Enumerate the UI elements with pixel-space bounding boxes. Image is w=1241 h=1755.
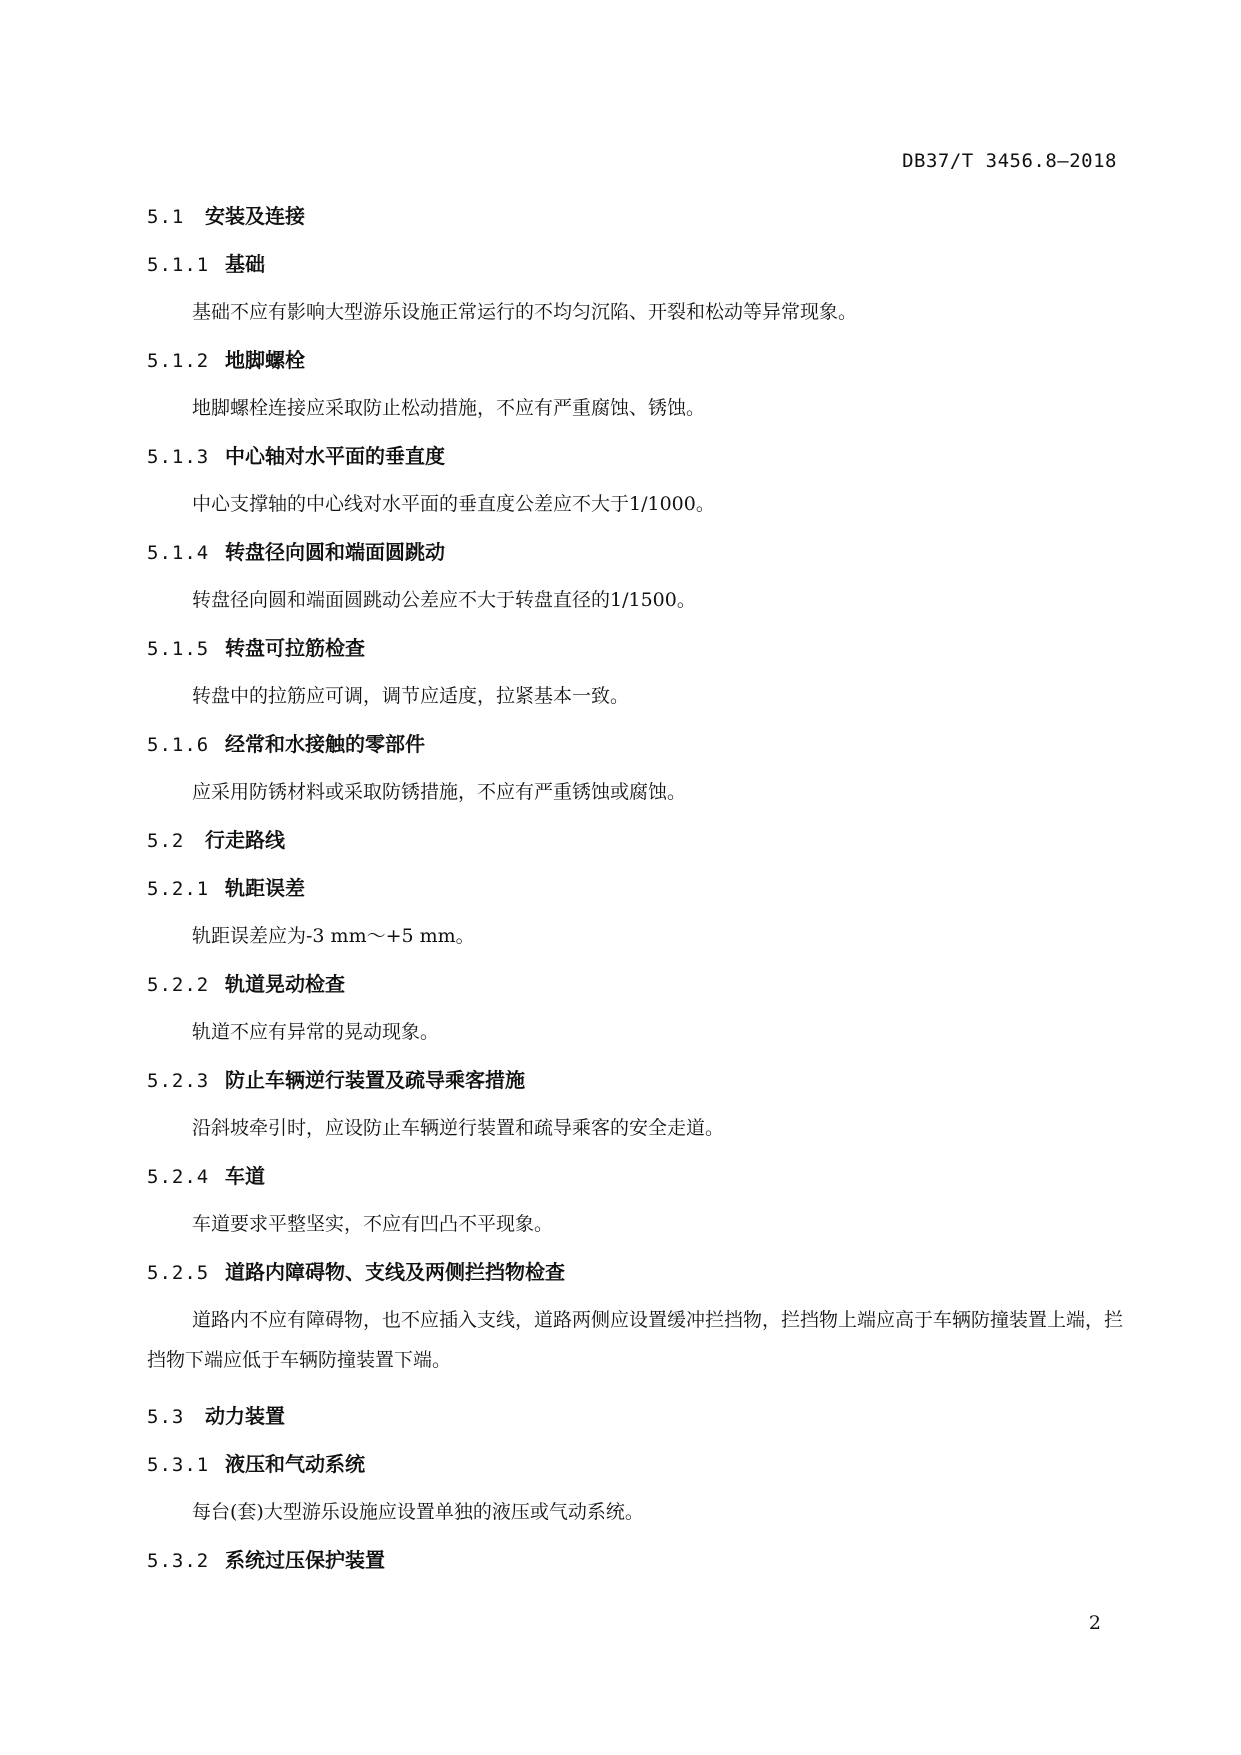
section-heading xyxy=(147,1444,1127,1492)
section-title: 安装及连接 xyxy=(205,204,305,228)
section-paragraph: 车道要求平整坚实，不应有凹凸不平现象。 xyxy=(192,1213,554,1235)
section-heading xyxy=(147,1540,1127,1588)
section-heading xyxy=(147,244,1127,292)
section-title: 基础 xyxy=(225,252,265,276)
section-5-1 xyxy=(147,196,1127,244)
section-5-2 xyxy=(147,820,1127,868)
section-5-3 xyxy=(147,1396,1127,1444)
section-number: 5.2.3 xyxy=(147,1070,210,1092)
section-heading xyxy=(147,1156,1127,1204)
section-5-3-1 xyxy=(147,1444,1127,1532)
section-5-3-2 xyxy=(147,1540,1127,1588)
section-number: 5.2.4 xyxy=(147,1166,210,1188)
section-paragraph: 转盘径向圆和端面圆跳动公差应不大于转盘直径的1/1500。 xyxy=(192,589,696,611)
section-title: 轨距误差 xyxy=(225,876,305,900)
section-title: 动力装置 xyxy=(205,1404,285,1428)
section-5-1-1 xyxy=(147,244,1127,332)
section-heading xyxy=(147,868,1127,916)
document-id-header: DB37/T 3456.8—2018 xyxy=(902,150,1117,172)
section-title: 地脚螺栓 xyxy=(225,348,305,372)
section-number: 5.2.1 xyxy=(147,878,210,900)
section-paragraph: 轨距误差应为-3 mm～+5 mm。 xyxy=(192,925,475,947)
section-paragraph: 中心支撑轴的中心线对水平面的垂直度公差应不大于1/1000。 xyxy=(192,493,715,515)
section-5-2-5 xyxy=(147,1252,1127,1380)
section-5-2-1 xyxy=(147,868,1127,956)
section-title: 行走路线 xyxy=(205,828,285,852)
section-5-1-6 xyxy=(147,724,1127,812)
section-heading xyxy=(147,436,1127,484)
page-number: 2 xyxy=(1088,1612,1101,1634)
section-title: 转盘可拉筋检查 xyxy=(225,636,365,660)
section-5-1-3 xyxy=(147,436,1127,524)
section-heading xyxy=(147,1252,1127,1300)
section-number: 5.1.5 xyxy=(147,638,210,660)
section-title: 经常和水接触的零部件 xyxy=(225,732,425,756)
section-5-1-4 xyxy=(147,532,1127,620)
section-paragraph: 道路内不应有障碍物，也不应插入支线，道路两侧应设置缓冲拦挡物，拦挡物上端应高于车辆防撞装置上端，拦挡物下端应低于车辆防撞装置下端。 xyxy=(147,1309,1124,1371)
section-number: 5.3.2 xyxy=(147,1550,210,1572)
section-number: 5.3 xyxy=(147,1406,185,1428)
section-number: 5.1.6 xyxy=(147,734,210,756)
section-5-2-2 xyxy=(147,964,1127,1052)
section-heading xyxy=(147,628,1127,676)
section-title: 系统过压保护装置 xyxy=(225,1548,385,1572)
section-paragraph: 地脚螺栓连接应采取防止松动措施，不应有严重腐蚀、锈蚀。 xyxy=(192,397,706,419)
section-number: 5.2.5 xyxy=(147,1262,210,1284)
section-number: 5.1.4 xyxy=(147,542,210,564)
section-number: 5.1 xyxy=(147,206,185,228)
section-title: 防止车辆逆行装置及疏导乘客措施 xyxy=(225,1068,525,1092)
section-title: 道路内障碍物、支线及两侧拦挡物检查 xyxy=(225,1260,565,1284)
section-number: 5.1.3 xyxy=(147,446,210,468)
section-paragraph: 轨道不应有异常的晃动现象。 xyxy=(192,1021,440,1043)
section-heading xyxy=(147,820,1127,868)
section-heading xyxy=(147,196,1127,244)
section-heading xyxy=(147,1396,1127,1444)
section-title: 轨道晃动检查 xyxy=(225,972,345,996)
document-body xyxy=(147,196,1127,1588)
section-title: 中心轴对水平面的垂直度 xyxy=(225,444,445,468)
section-heading xyxy=(147,1060,1127,1108)
section-number: 5.2.2 xyxy=(147,974,210,996)
section-5-1-2 xyxy=(147,340,1127,428)
section-paragraph: 沿斜坡牵引时，应设防止车辆逆行装置和疏导乘客的安全走道。 xyxy=(192,1117,725,1139)
section-number: 5.3.1 xyxy=(147,1454,210,1476)
section-paragraph: 每台(套)大型游乐设施应设置单独的液压或气动系统。 xyxy=(192,1501,644,1523)
section-number: 5.2 xyxy=(147,830,185,852)
section-5-2-4 xyxy=(147,1156,1127,1244)
section-heading xyxy=(147,340,1127,388)
section-title: 车道 xyxy=(225,1164,265,1188)
section-paragraph: 基础不应有影响大型游乐设施正常运行的不均匀沉陷、开裂和松动等异常现象。 xyxy=(192,301,858,323)
section-5-1-5 xyxy=(147,628,1127,716)
section-heading xyxy=(147,532,1127,580)
section-title: 液压和气动系统 xyxy=(225,1452,365,1476)
section-paragraph: 转盘中的拉筋应可调，调节应适度，拉紧基本一致。 xyxy=(192,685,630,707)
section-heading xyxy=(147,964,1127,1012)
section-paragraph: 应采用防锈材料或采取防锈措施，不应有严重锈蚀或腐蚀。 xyxy=(192,781,687,803)
section-title: 转盘径向圆和端面圆跳动 xyxy=(225,540,445,564)
section-number: 5.1.2 xyxy=(147,350,210,372)
section-5-2-3 xyxy=(147,1060,1127,1148)
section-heading xyxy=(147,724,1127,772)
section-number: 5.1.1 xyxy=(147,254,210,276)
